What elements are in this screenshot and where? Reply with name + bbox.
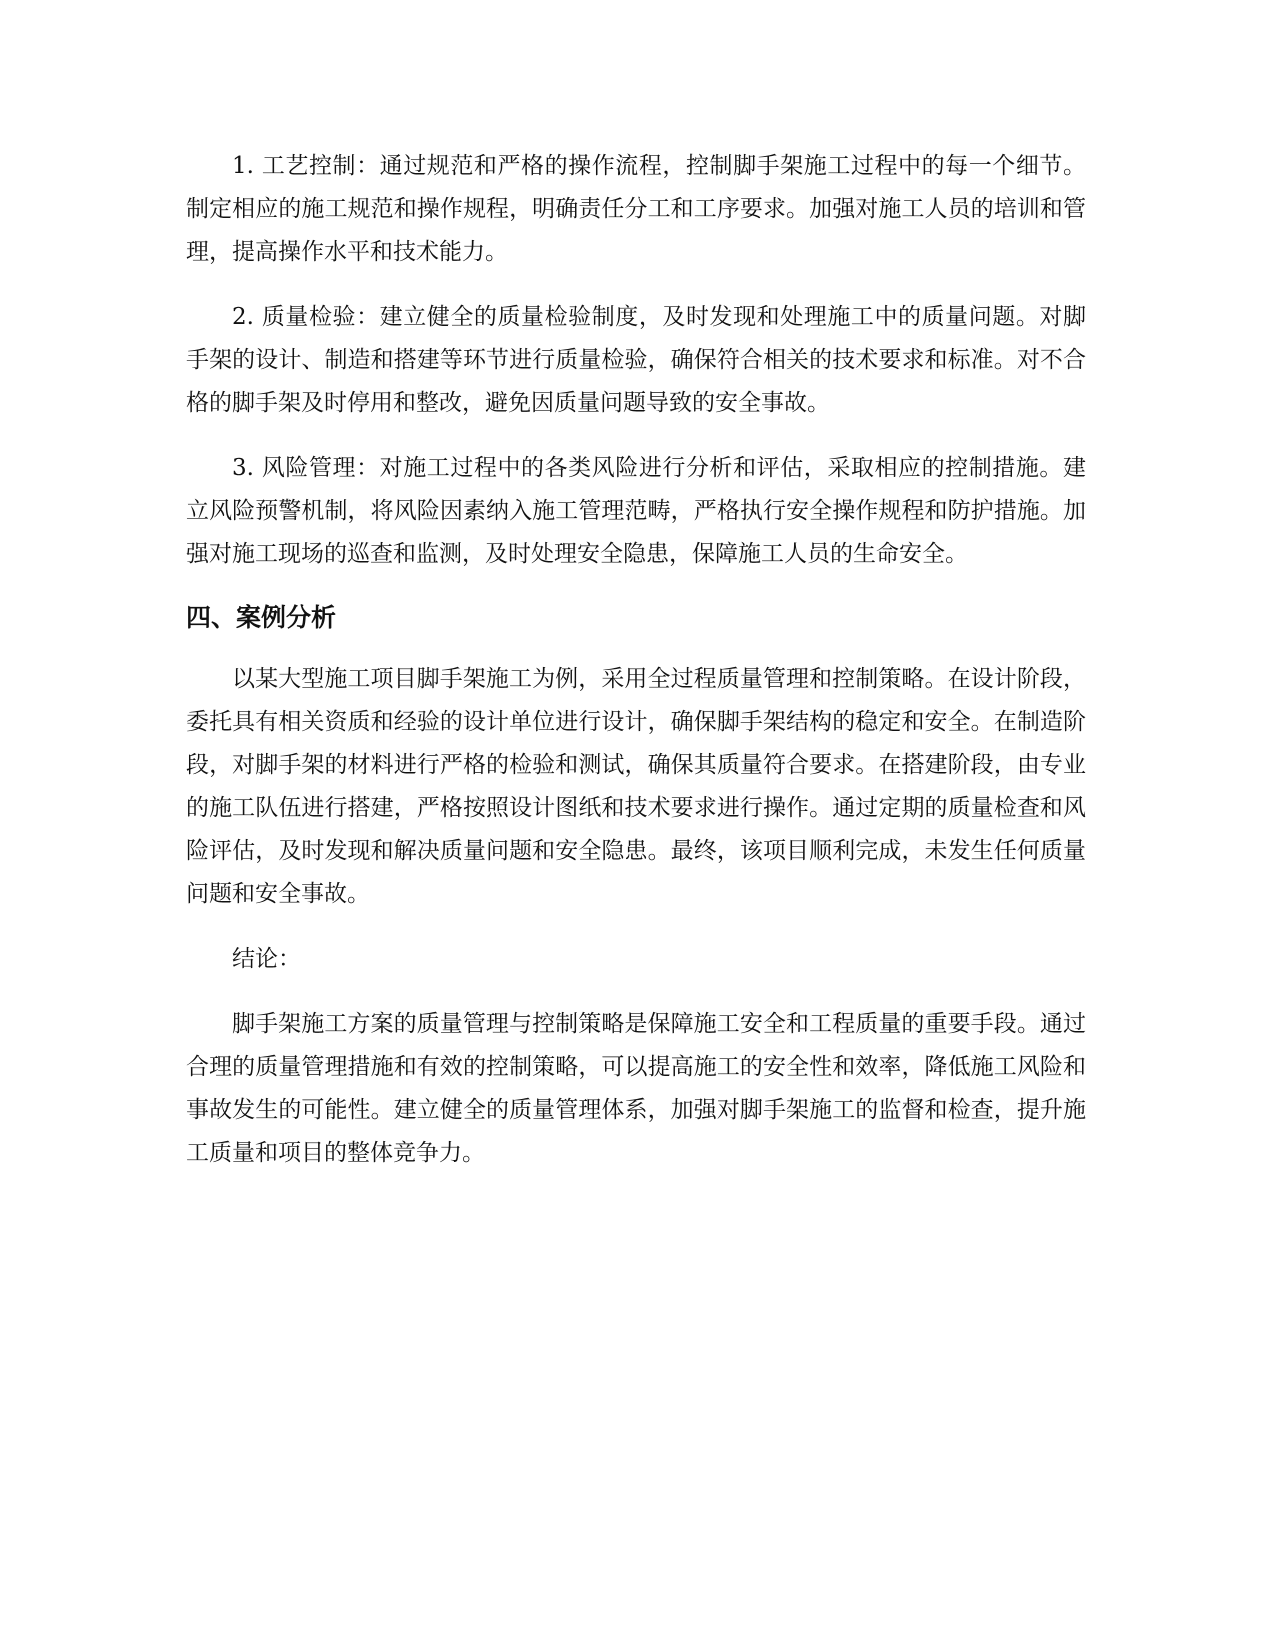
section-heading-case-analysis: 四、案例分析 [186,603,337,632]
paragraph-risk-management: 3. 风险管理：对施工过程中的各类风险进行分析和评估，采取相应的控制措施。建立风险预警机制，将风险因素纳入施工管理范畴，严格执行安全操作规程和防护措施。加强对施工现场的巡查和监测，及时处理安全隐患，保障施工人员的生命安全。 [186,455,1086,567]
conclusion-label: 结论： [232,946,301,972]
paragraph-conclusion: 脚手架施工方案的质量管理与控制策略是保障施工安全和工程质量的重要手段。通过合理的质量管理措施和有效的控制策略，可以提高施工的安全性和效率，降低施工风险和事故发生的可能性。建立健全的质量管理体系，加强对脚手架施工的监督和检查，提升施工质量和项目的整体竞争力。 [186,1011,1086,1166]
paragraph-process-control: 1. 工艺控制：通过规范和严格的操作流程，控制脚手架施工过程中的每一个细节。制定相应的施工规范和操作规程，明确责任分工和工序要求。加强对施工人员的培训和管理，提高操作水平和技术能力。 [186,153,1086,265]
paragraph-quality-inspection: 2. 质量检验：建立健全的质量检验制度，及时发现和处理施工中的质量问题。对脚手架的设计、制造和搭建等环节进行质量检验，确保符合相关的技术要求和标准。对不合格的脚手架及时停用和整改，避免因质量问题导致的安全事故。 [186,304,1086,416]
paragraph-case-example: 以某大型施工项目脚手架施工为例，采用全过程质量管理和控制策略。在设计阶段，委托具有相关资质和经验的设计单位进行设计，确保脚手架结构的稳定和安全。在制造阶段，对脚手架的材料进行严格的检验和测试，确保其质量符合要求。在搭建阶段，由专业的施工队伍进行搭建，严格按照设计图纸和技术要求进行操作。通过定期的质量检查和风险评估，及时发现和解决质量问题和安全隐患。最终，该项目顺利完成，未发生任何质量问题和安全事故。 [186,666,1086,907]
document-page [186,145,1086,1197]
